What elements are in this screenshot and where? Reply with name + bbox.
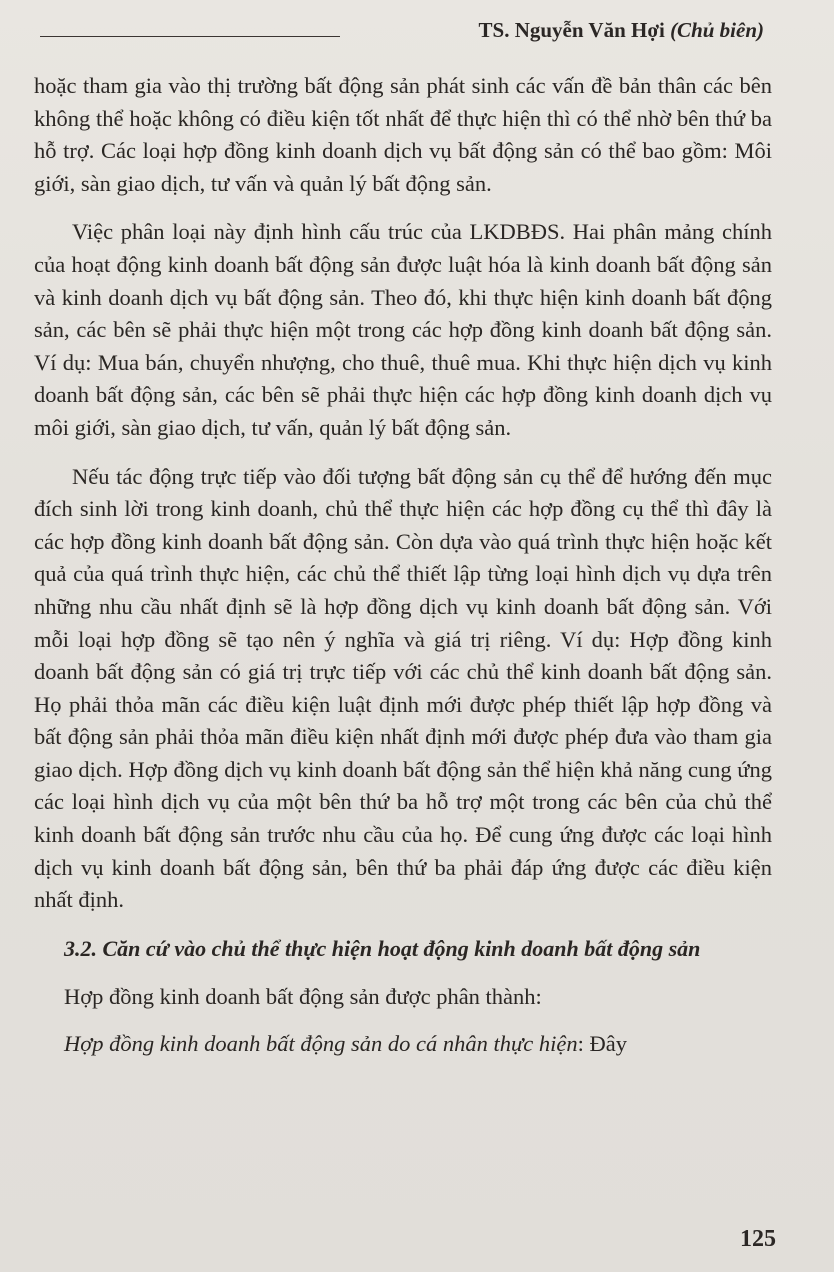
header-rule	[40, 36, 340, 37]
page-number: 125	[740, 1226, 776, 1252]
section-last-line	[34, 1028, 772, 1061]
section-intro: Hợp đồng kinh doanh bất động sản được phân thành:	[64, 984, 542, 1010]
body-text	[34, 70, 772, 1061]
running-header	[479, 18, 764, 43]
header-role: (Chủ biên)	[670, 18, 764, 42]
paragraph-continuation: hoặc tham gia vào thị trường bất động sản phát sinh các vấn đề bản thân các bên không thể hoặc không có điều kiện tốt nhất để thực hiện thì có thể nhờ bên thứ ba hỗ trợ. Các loại hợp đồng kinh doanh dịch vụ bất động sản có thể bao gồm: Môi giới, sàn giao dịch, tư vấn và quản lý bất động sản.	[34, 73, 772, 196]
header-author: TS. Nguyễn Văn Hợi	[478, 18, 665, 42]
section-heading: 3.2. Căn cứ vào chủ thể thực hiện hoạt động kinh doanh bất động sản	[64, 935, 701, 961]
paragraph-classification: Việc phân loại này định hình cấu trúc của LKDBĐS. Hai phân mảng chính của hoạt động kinh doanh bất động sản được luật hóa là kinh doanh bất động sản và kinh doanh dịch vụ bất động sản. Theo đó, khi thực hiện kinh doanh bất động sản, các bên sẽ phải thực hiện một trong các hợp đồng kinh doanh bất động sản. Ví dụ: Mua bán, chuyển nhượng, cho thuê, thuê mua. Khi thực hiện dịch vụ kinh doanh bất động sản, các bên sẽ phải thực hiện các hợp đồng kinh doanh dịch vụ môi giới, sàn giao dịch, tư vấn, quản lý bất động sản.	[34, 219, 772, 440]
lead-continuation: : Đây	[577, 1031, 627, 1057]
italic-lead: Hợp đồng kinh doanh bất động sản do cá nhân thực hiện	[64, 1031, 578, 1057]
paragraph-impact: Nếu tác động trực tiếp vào đối tượng bất động sản cụ thể để hướng đến mục đích sinh lời trong kinh doanh, chủ thể thực hiện các hợp đồng cụ thể thì đây là các hợp đồng kinh doanh bất động sản. Còn dựa vào quá trình thực hiện hoặc kết quả của quá trình thực hiện, các chủ thể thiết lập từng loại hình dịch vụ dựa trên những nhu cầu nhất định sẽ là hợp đồng dịch vụ kinh doanh bất động sản. Với mỗi loại hợp đồng sẽ tạo nên ý nghĩa và giá trị riêng. Ví dụ: Hợp đồng kinh doanh bất động sản có giá trị trực tiếp với các chủ thể kinh doanh bất động sản. Họ phải thỏa mãn các điều kiện luật định mới được phép thiết lập hợp đồng và bất động sản phải thỏa mãn điều kiện nhất định mới được phép đưa vào tham gia giao dịch. Hợp đồng dịch vụ kinh doanh bất động sản thể hiện khả năng cung ứng các loại hình dịch vụ của một bên thứ ba hỗ trợ một trong các bên của chủ thể kinh doanh bất động sản trước nhu cầu của họ. Để cung ứng được các loại hình dịch vụ kinh doanh bất động sản, bên thứ ba phải đáp ứng được các điều kiện nhất định.	[34, 463, 772, 913]
